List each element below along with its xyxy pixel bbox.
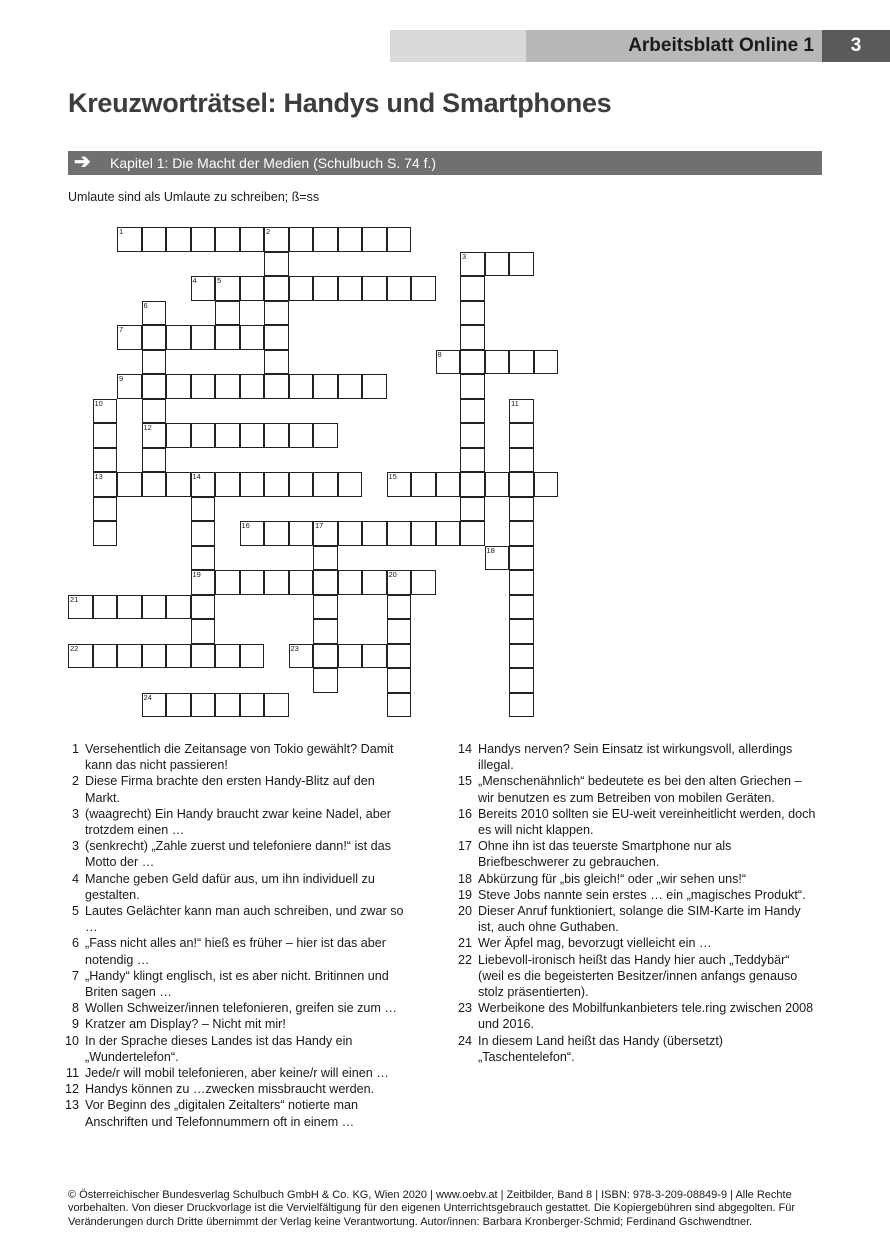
clue-text: Jede/r will mobil telefonieren, aber keine/r will einen …	[85, 1066, 389, 1081]
page-title: Kreuzworträtsel: Handys und Smartphones	[68, 88, 612, 118]
clue-item	[57, 871, 413, 903]
clue-text: Kratzer am Display? – Nicht mit mir!	[85, 1017, 286, 1032]
clue-item	[57, 1097, 413, 1129]
clue-text: Lautes Gelächter kann man auch schreiben, und zwar so …	[85, 904, 404, 935]
crossword-cell[interactable]	[166, 423, 191, 448]
clue-text: Abkürzung für „bis gleich!“ oder „wir sehen uns!“	[478, 871, 747, 886]
clue-number: 3	[71, 806, 79, 821]
crossword-cell[interactable]	[191, 227, 216, 252]
crossword-cell[interactable]	[68, 644, 93, 669]
crossword-cell[interactable]	[509, 521, 534, 546]
crossword-cell[interactable]	[142, 350, 167, 375]
crossword-cell[interactable]	[289, 374, 314, 399]
clue-number: 9	[71, 1017, 79, 1032]
clue-number: 17	[457, 839, 472, 854]
crossword-cell[interactable]	[191, 325, 216, 350]
clue-text: Wer Äpfel mag, bevorzugt vielleicht ein …	[478, 936, 712, 951]
crossword-cell[interactable]	[166, 374, 191, 399]
crossword-cell[interactable]	[166, 595, 191, 620]
crossword-clue-number: 20	[388, 570, 397, 579]
crossword-clue-number: 8	[437, 349, 442, 359]
crossword-cell[interactable]	[166, 472, 191, 497]
chapter-banner	[68, 151, 822, 175]
clue-text: (waagrecht) Ein Handy braucht zwar keine Nadel, aber trotzdem einen …	[85, 806, 391, 838]
crossword-cell[interactable]	[264, 423, 289, 448]
clue-item	[57, 968, 413, 1000]
crossword-cell[interactable]	[215, 472, 240, 497]
crossword-cell[interactable]	[460, 350, 485, 375]
clue-number: 4	[71, 871, 79, 886]
crossword-cell[interactable]	[313, 472, 338, 497]
clue-text: Diese Firma brachte den ersten Handy-Blitz auf den Markt.	[85, 774, 375, 805]
clue-text: Versehentlich die Zeitansage von Tokio gewählt? Damit kann das nicht passieren!	[85, 742, 394, 773]
clue-number: 6	[71, 936, 79, 951]
clue-item	[57, 1065, 413, 1081]
crossword-cell[interactable]	[215, 301, 240, 326]
crossword-cell[interactable]	[215, 644, 240, 669]
crossword-clue-number: 6	[143, 300, 148, 310]
clue-number: 12	[64, 1082, 79, 1097]
crossword-cell[interactable]	[387, 619, 412, 644]
crossword-cell[interactable]	[460, 497, 485, 522]
crossword-cell[interactable]	[509, 423, 534, 448]
crossword-clue-number: 13	[94, 472, 103, 481]
crossword-cell[interactable]	[142, 325, 167, 350]
clue-item	[57, 1016, 413, 1032]
crossword-cell[interactable]	[240, 227, 265, 252]
crossword-cell[interactable]	[191, 570, 216, 595]
crossword-cell[interactable]	[485, 252, 510, 277]
crossword-cell[interactable]	[313, 374, 338, 399]
crossword-cell[interactable]	[411, 521, 436, 546]
crossword-cell[interactable]	[191, 472, 216, 497]
crossword-clue-number: 2	[266, 227, 271, 236]
crossword-cell[interactable]	[240, 693, 265, 718]
crossword-cell[interactable]	[117, 595, 142, 620]
crossword-cell[interactable]	[313, 521, 338, 546]
crossword-cell[interactable]	[142, 644, 167, 669]
crossword-clue-number: 1	[119, 227, 124, 236]
crossword-cell[interactable]	[509, 448, 534, 473]
worksheet-title: Arbeitsblatt Online 1	[628, 35, 814, 56]
crossword-cell[interactable]	[93, 644, 118, 669]
crossword-cell[interactable]	[240, 276, 265, 301]
crossword-cell[interactable]	[436, 521, 461, 546]
clue-item	[450, 741, 818, 773]
clue-number: 2	[71, 774, 79, 789]
crossword-cell[interactable]	[509, 644, 534, 669]
crossword-cell[interactable]	[191, 423, 216, 448]
clue-text: Manche geben Geld dafür aus, um ihn individuell zu gestalten.	[85, 871, 375, 902]
crossword-cell[interactable]	[93, 472, 118, 497]
clue-text: Ohne ihn ist das teuerste Smartphone nur als Briefbeschwerer zu gebrauchen.	[478, 839, 732, 870]
crossword-cell[interactable]	[191, 595, 216, 620]
crossword-cell[interactable]	[289, 570, 314, 595]
crossword-clue-number: 11	[511, 398, 519, 408]
crossword-cell[interactable]	[240, 644, 265, 669]
crossword-cell[interactable]	[142, 374, 167, 399]
crossword-cell[interactable]	[338, 276, 363, 301]
crossword-cell[interactable]	[142, 595, 167, 620]
crossword-cell[interactable]	[411, 276, 436, 301]
crossword-cell[interactable]	[93, 497, 118, 522]
crossword-cell[interactable]	[509, 693, 534, 718]
crossword-cell[interactable]	[387, 276, 412, 301]
crossword-cell[interactable]	[387, 521, 412, 546]
clue-item	[450, 903, 818, 935]
crossword-cell[interactable]	[460, 301, 485, 326]
clue-text: Vor Beginn des „digitalen Zeitalters“ notierte man Anschriften und Telefonnummern oft in einem …	[85, 1098, 359, 1129]
clue-number: 1	[71, 742, 79, 756]
clue-text: „Menschenähnlich“ bedeutete es bei den alten Griechen – wir benutzen es zum Betreiben von mobilen Geräten.	[478, 774, 802, 805]
clue-text: Wollen Schweizer/innen telefonieren, greifen sie zum …	[85, 1001, 397, 1016]
crossword-clue-number: 9	[119, 374, 124, 383]
clue-item	[450, 838, 818, 870]
crossword-clue-number: 17	[315, 521, 324, 530]
crossword-cell[interactable]	[191, 497, 216, 522]
crossword-cell[interactable]	[509, 668, 534, 693]
crossword-cell[interactable]	[387, 570, 412, 595]
crossword-cell[interactable]	[509, 399, 534, 424]
crossword-cell[interactable]	[264, 252, 289, 277]
crossword-cell[interactable]	[240, 423, 265, 448]
crossword-cell[interactable]	[264, 227, 289, 252]
crossword-cell[interactable]	[215, 276, 240, 301]
crossword-cell[interactable]	[362, 374, 387, 399]
clue-text: In diesem Land heißt das Handy (übersetzt) „Taschentelefon“.	[478, 1033, 724, 1064]
clue-text: Handys nerven? Sein Einsatz ist wirkungsvoll, allerdings illegal.	[478, 742, 793, 773]
crossword-cell[interactable]	[191, 276, 216, 301]
crossword-cell[interactable]	[166, 644, 191, 669]
crossword-cell[interactable]	[142, 227, 167, 252]
crossword-clue-number: 14	[192, 472, 201, 481]
crossword-cell[interactable]	[142, 472, 167, 497]
crossword-cell[interactable]	[509, 350, 534, 375]
clue-item	[57, 838, 413, 870]
clue-number: 11	[65, 1066, 79, 1081]
clue-text: Handys können zu …zwecken missbraucht werden.	[85, 1082, 375, 1097]
crossword-cell[interactable]	[460, 448, 485, 473]
crossword-cell[interactable]	[313, 570, 338, 595]
crossword-cell[interactable]	[215, 374, 240, 399]
crossword-cell[interactable]	[313, 595, 338, 620]
crossword-cell[interactable]	[215, 570, 240, 595]
crossword-cell[interactable]	[338, 472, 363, 497]
clue-number: 24	[457, 1033, 472, 1048]
clue-list-right	[450, 741, 818, 1065]
crossword-cell[interactable]	[93, 595, 118, 620]
clue-number: 20	[457, 904, 472, 919]
crossword-cell[interactable]	[460, 423, 485, 448]
clue-number: 23	[457, 1001, 472, 1016]
clue-text: Dieser Anruf funktioniert, solange die SIM-Karte im Handy ist, auch ohne Guthaben.	[478, 904, 801, 935]
crossword-cell[interactable]	[289, 276, 314, 301]
clue-number: 13	[64, 1098, 79, 1113]
crossword-cell[interactable]	[264, 301, 289, 326]
crossword-cell[interactable]	[93, 521, 118, 546]
crossword-cell[interactable]	[117, 374, 142, 399]
crossword-cell[interactable]	[264, 472, 289, 497]
instruction-note: Umlaute sind als Umlaute zu schreiben; ß=ss	[68, 190, 320, 204]
crossword-cell[interactable]	[215, 325, 240, 350]
crossword-cell[interactable]	[460, 472, 485, 497]
crossword-cell[interactable]	[142, 693, 167, 718]
crossword-cell[interactable]	[117, 325, 142, 350]
clue-item	[57, 903, 413, 935]
crossword-clue-number: 3	[462, 251, 467, 261]
clue-item	[450, 1033, 818, 1065]
crossword-clue-number: 15	[388, 472, 397, 481]
crossword-cell[interactable]	[142, 448, 167, 473]
crossword-cell[interactable]	[191, 693, 216, 718]
clue-item	[450, 935, 818, 951]
crossword-cell[interactable]	[93, 399, 118, 424]
crossword-cell[interactable]	[289, 227, 314, 252]
clue-text: „Fass nicht alles an!“ hieß es früher – hier ist das aber notendig …	[85, 936, 386, 967]
page-number: 3	[822, 30, 890, 62]
clue-number: 15	[457, 774, 472, 789]
crossword-cell[interactable]	[68, 595, 93, 620]
crossword-clue-number: 4	[192, 276, 197, 285]
clue-list-left	[57, 741, 413, 1130]
crossword-cell[interactable]	[289, 644, 314, 669]
crossword-cell[interactable]	[313, 546, 338, 571]
crossword-cell[interactable]	[215, 227, 240, 252]
crossword-clue-number: 12	[143, 423, 152, 432]
crossword-cell[interactable]	[485, 546, 510, 571]
clue-item	[57, 1033, 413, 1065]
clue-number: 21	[457, 936, 472, 951]
crossword-cell[interactable]	[117, 644, 142, 669]
clue-item	[450, 887, 818, 903]
crossword-cell[interactable]	[362, 521, 387, 546]
crossword-cell[interactable]	[460, 374, 485, 399]
crossword-cell[interactable]	[338, 644, 363, 669]
crossword-clue-number: 19	[192, 570, 201, 579]
clue-number: 18	[457, 871, 472, 886]
crossword-cell[interactable]	[485, 472, 510, 497]
header-light-block	[390, 30, 526, 62]
crossword-cell[interactable]	[460, 325, 485, 350]
clue-item	[450, 1000, 818, 1032]
crossword-cell[interactable]	[289, 472, 314, 497]
clue-number: 5	[71, 904, 79, 919]
crossword-cell[interactable]	[313, 668, 338, 693]
clue-number: 8	[71, 1001, 79, 1016]
clue-item	[57, 1081, 413, 1097]
crossword-cell[interactable]	[240, 521, 265, 546]
clue-number: 22	[457, 952, 472, 967]
crossword-clue-number: 21	[70, 594, 79, 604]
clue-text: „Handy“ klingt englisch, ist es aber nicht. Britinnen und Briten sagen …	[85, 968, 389, 1000]
clue-number: 16	[457, 806, 472, 821]
crossword-cell[interactable]	[93, 448, 118, 473]
crossword-cell[interactable]	[264, 325, 289, 350]
crossword-cell[interactable]	[411, 570, 436, 595]
crossword-cell[interactable]	[411, 472, 436, 497]
crossword-cell[interactable]	[313, 619, 338, 644]
clue-text: Steve Jobs nannte sein erstes … ein „magisches Produkt“.	[478, 887, 806, 902]
clue-item	[450, 871, 818, 887]
crossword-cell[interactable]	[338, 570, 363, 595]
crossword-cell[interactable]	[166, 693, 191, 718]
crossword-cell[interactable]	[436, 350, 461, 375]
crossword-cell[interactable]	[289, 521, 314, 546]
crossword-cell[interactable]	[240, 472, 265, 497]
clue-text: Werbeikone des Mobilfunkanbieters tele.ring zwischen 2008 und 2016.	[478, 1001, 814, 1032]
crossword-cell[interactable]	[338, 227, 363, 252]
crossword-cell[interactable]	[509, 252, 534, 277]
crossword-cell[interactable]	[264, 570, 289, 595]
crossword-clue-number: 16	[241, 521, 250, 530]
crossword-cell[interactable]	[387, 668, 412, 693]
crossword-cell[interactable]	[460, 252, 485, 277]
crossword-cell[interactable]	[166, 227, 191, 252]
crossword-cell[interactable]	[142, 399, 167, 424]
crossword-cell[interactable]	[191, 374, 216, 399]
clue-text: Bereits 2010 sollten sie EU-weit vereinheitlicht werden, doch es will nicht klappen.	[478, 806, 816, 838]
crossword-cell[interactable]	[166, 325, 191, 350]
clue-number: 14	[457, 742, 472, 756]
clue-item	[57, 806, 413, 838]
crossword-cell[interactable]	[191, 644, 216, 669]
crossword-cell[interactable]	[362, 644, 387, 669]
crossword-cell[interactable]	[387, 644, 412, 669]
crossword-cell[interactable]	[264, 276, 289, 301]
crossword-clue-number: 5	[217, 276, 222, 285]
crossword-cell[interactable]	[534, 472, 559, 497]
crossword-cell[interactable]	[117, 472, 142, 497]
copyright-footer: © Österreichischer Bundesverlag Schulbuch GmbH & Co. KG, Wien 2020 | www.oebv.at | Zeitbilder, Band 8 | ISBN: 978-3-209-08849-9 | Alle Rechte vorbehalten. Von dieser Druckvorlage ist die Vervielfältigung für den eigenen Unterrichtsgebrauch gestattet. Die Kopiergebühren sind abgegolten. Für Veränderungen durch Dritte übernimmt der Verlag keine Verantwortung. Autor/innen: Barbara Kronberger-Schmid; Ferdinand Gschwendtner.	[68, 1189, 796, 1228]
clue-item	[57, 773, 413, 805]
clue-number: 7	[71, 968, 79, 983]
crossword-cell[interactable]	[436, 472, 461, 497]
crossword-cell[interactable]	[264, 693, 289, 718]
crossword-cell[interactable]	[509, 546, 534, 571]
crossword-cell[interactable]	[313, 276, 338, 301]
crossword-cell[interactable]	[460, 276, 485, 301]
crossword-cell[interactable]	[117, 227, 142, 252]
clue-number: 19	[457, 887, 472, 902]
clue-item	[57, 741, 413, 773]
crossword-cell[interactable]	[509, 619, 534, 644]
crossword-cell[interactable]	[313, 644, 338, 669]
crossword-cell[interactable]	[387, 693, 412, 718]
crossword-cell[interactable]	[362, 276, 387, 301]
crossword-cell[interactable]	[313, 423, 338, 448]
clue-item	[57, 935, 413, 967]
crossword-cell[interactable]	[460, 521, 485, 546]
crossword-cell[interactable]	[240, 374, 265, 399]
chapter-label: Kapitel 1: Die Macht der Medien (Schulbuch S. 74 f.)	[110, 155, 437, 171]
clue-number: 10	[64, 1033, 79, 1048]
crossword-cell[interactable]	[387, 227, 412, 252]
crossword-cell[interactable]	[191, 546, 216, 571]
crossword-cell[interactable]	[215, 693, 240, 718]
crossword-cell[interactable]	[509, 570, 534, 595]
crossword-cell[interactable]	[240, 570, 265, 595]
crossword-cell[interactable]	[93, 423, 118, 448]
crossword-cell[interactable]	[338, 374, 363, 399]
crossword-cell[interactable]	[387, 595, 412, 620]
crossword-cell[interactable]	[264, 350, 289, 375]
clue-item	[450, 806, 818, 838]
crossword-cell[interactable]	[240, 325, 265, 350]
crossword-cell[interactable]	[362, 570, 387, 595]
crossword-clue-number: 22	[70, 643, 79, 653]
clue-text: In der Sprache dieses Landes ist das Handy ein „Wundertelefon“.	[85, 1033, 353, 1064]
crossword-cell[interactable]	[460, 399, 485, 424]
crossword-cell[interactable]	[313, 227, 338, 252]
crossword-cell[interactable]	[142, 301, 167, 326]
crossword-clue-number: 18	[486, 545, 495, 555]
crossword-cell[interactable]	[534, 350, 559, 375]
clue-item	[450, 952, 818, 1001]
header-bar	[390, 30, 890, 62]
crossword-cell[interactable]	[215, 423, 240, 448]
crossword-cell[interactable]	[264, 374, 289, 399]
crossword-cell[interactable]	[387, 472, 412, 497]
crossword-cell[interactable]	[191, 521, 216, 546]
crossword-cell[interactable]	[264, 521, 289, 546]
clue-item	[57, 1000, 413, 1016]
crossword-cell[interactable]	[191, 619, 216, 644]
crossword-clue-number: 24	[143, 692, 152, 702]
clue-number: 3	[71, 839, 79, 854]
arrow-right-icon: ➔	[74, 151, 91, 173]
crossword-cell[interactable]	[485, 350, 510, 375]
crossword-clue-number: 10	[94, 398, 103, 408]
crossword-cell[interactable]	[362, 227, 387, 252]
crossword-clue-number: 23	[290, 643, 299, 653]
crossword-cell[interactable]	[509, 595, 534, 620]
clue-item	[450, 773, 818, 805]
crossword-cell[interactable]	[509, 497, 534, 522]
crossword-cell[interactable]	[142, 423, 167, 448]
crossword-cell[interactable]	[338, 521, 363, 546]
clue-text: (senkrecht) „Zahle zuerst und telefoniere dann!“ ist das Motto der …	[85, 839, 391, 870]
clue-text: Liebevoll-ironisch heißt das Handy hier auch „Teddybär“ (weil es die begeisterten Besitzer/innen anfangs genauso stolz präsentierten).	[478, 952, 798, 1000]
crossword-clue-number: 7	[119, 325, 124, 334]
crossword-cell[interactable]	[509, 472, 534, 497]
crossword-cell[interactable]	[289, 423, 314, 448]
